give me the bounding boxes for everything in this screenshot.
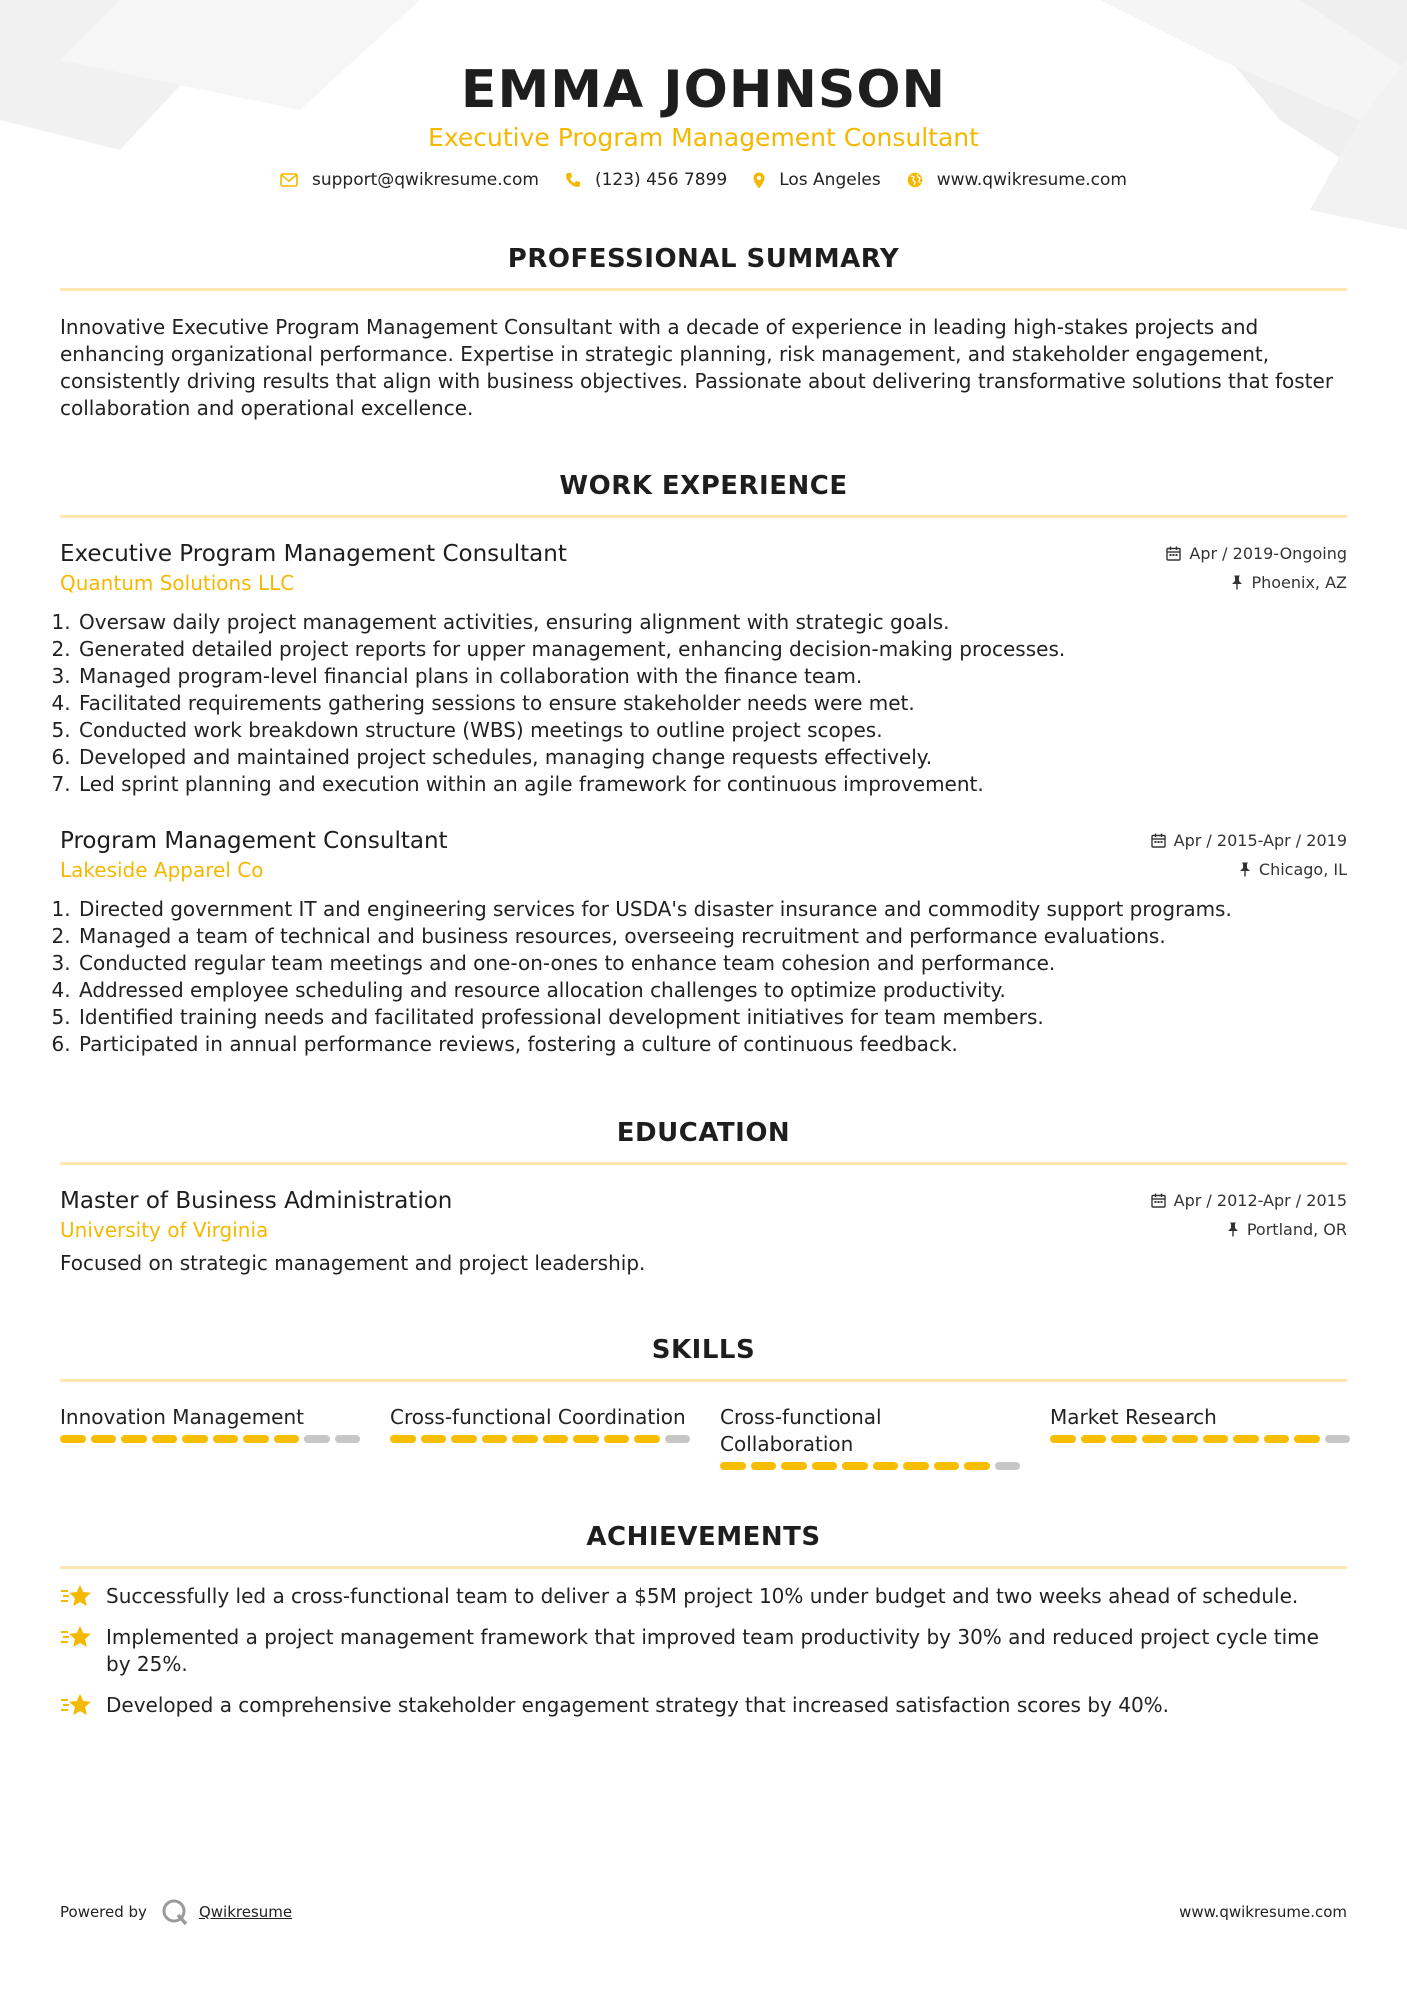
powered-by-link[interactable]: Qwikresume xyxy=(198,1903,293,1921)
section-heading-achievements: ACHIEVEMENTS xyxy=(586,1522,821,1552)
education-dates-text: Apr / 2012-Apr / 2015 xyxy=(1173,1191,1347,1210)
job-location xyxy=(1239,860,1347,879)
skill-level-bar xyxy=(720,1462,1020,1470)
section-divider xyxy=(60,1162,1347,1165)
degree-title: Master of Business Administration xyxy=(60,1188,453,1214)
page-footer xyxy=(60,1898,1347,1926)
skills-section xyxy=(60,1335,1347,1470)
skill-segment-empty xyxy=(335,1435,361,1443)
contact-location-text: Los Angeles xyxy=(779,170,881,190)
skill-segment-empty xyxy=(304,1435,330,1443)
skill-segment-filled xyxy=(274,1435,300,1443)
skill-segment-filled xyxy=(121,1435,147,1443)
job-dates xyxy=(1151,831,1347,850)
list-item: 5. Identified training needs and facilitated professional development initiatives for team members. xyxy=(77,1004,1347,1031)
skill-segment-filled xyxy=(482,1435,508,1443)
section-divider xyxy=(60,288,1347,291)
resume-header xyxy=(60,0,1347,190)
skill-segment-filled xyxy=(573,1435,599,1443)
skill-segment-filled xyxy=(720,1462,746,1470)
contact-email[interactable] xyxy=(280,170,539,190)
education-description: Focused on strategic management and project leadership. xyxy=(60,1251,646,1275)
skill-level-bar xyxy=(60,1435,360,1443)
skill-segment-empty xyxy=(665,1435,691,1443)
skill-segment-filled xyxy=(1203,1435,1229,1443)
education-dates xyxy=(1151,1191,1347,1210)
skill-name: Innovation Management xyxy=(60,1405,304,1429)
skill-segment-filled xyxy=(512,1435,538,1443)
section-heading-skills: SKILLS xyxy=(651,1335,756,1365)
job-title: Executive Program Management Consultant xyxy=(60,541,567,567)
skill-item xyxy=(1050,1404,1350,1470)
pushpin-icon xyxy=(1227,1222,1239,1237)
skill-segment-filled xyxy=(781,1462,807,1470)
candidate-name: EMMA JOHNSON xyxy=(460,60,947,120)
skill-segment-filled xyxy=(543,1435,569,1443)
star-icon xyxy=(60,1692,92,1718)
list-item: 4. Facilitated requirements gathering sessions to ensure stakeholder needs were met. xyxy=(77,690,1347,717)
skill-segment-filled xyxy=(1111,1435,1137,1443)
achievement-item xyxy=(60,1583,1347,1610)
skill-item xyxy=(390,1404,690,1470)
list-item: 2. Generated detailed project reports for upper management, enhancing decision-making processes. xyxy=(77,636,1347,663)
list-item: 1. Oversaw daily project management activities, ensuring alignment with strategic goals. xyxy=(77,609,1347,636)
skill-segment-filled xyxy=(1050,1435,1076,1443)
job-dates xyxy=(1166,544,1347,563)
skill-segment-filled xyxy=(390,1435,416,1443)
skill-segment-filled xyxy=(751,1462,777,1470)
contact-bar xyxy=(60,170,1347,190)
section-heading-experience: WORK EXPERIENCE xyxy=(559,471,848,501)
job-entry xyxy=(60,828,1347,1058)
star-icon xyxy=(60,1583,92,1609)
skill-segment-filled xyxy=(243,1435,269,1443)
map-pin-icon xyxy=(753,172,765,189)
skill-level-bar xyxy=(1050,1435,1350,1443)
skill-segment-filled xyxy=(934,1462,960,1470)
skill-name: Market Research xyxy=(1050,1405,1217,1429)
job-dates-text: Apr / 2019-Ongoing xyxy=(1189,544,1347,563)
skill-segment-filled xyxy=(842,1462,868,1470)
job-entry xyxy=(60,541,1347,798)
section-divider xyxy=(60,1566,1347,1569)
skill-segment-empty xyxy=(995,1462,1021,1470)
school-name: University of Virginia xyxy=(60,1218,269,1242)
pushpin-icon xyxy=(1239,862,1251,877)
powered-by xyxy=(60,1898,292,1926)
list-item: 3. Conducted regular team meetings and one-on-ones to enhance team cohesion and performance. xyxy=(77,950,1347,977)
powered-by-label: Powered by xyxy=(60,1903,147,1921)
skill-item xyxy=(720,1404,1020,1470)
skill-segment-filled xyxy=(903,1462,929,1470)
section-divider xyxy=(60,515,1347,518)
skill-segment-filled xyxy=(1142,1435,1168,1443)
candidate-title: Executive Program Management Consultant xyxy=(428,123,979,152)
company-name: Lakeside Apparel Co xyxy=(60,858,264,882)
star-icon xyxy=(60,1624,92,1650)
list-item: 5. Conducted work breakdown structure (WBS) meetings to outline project scopes. xyxy=(77,717,1347,744)
experience-section xyxy=(60,471,1347,1058)
skill-item xyxy=(60,1404,360,1470)
section-heading-summary: PROFESSIONAL SUMMARY xyxy=(507,244,900,274)
pushpin-icon xyxy=(1231,575,1243,590)
phone-icon xyxy=(565,172,581,188)
skill-segment-filled xyxy=(1264,1435,1290,1443)
skill-segment-filled xyxy=(91,1435,117,1443)
skill-segment-filled xyxy=(451,1435,477,1443)
job-location-text: Phoenix, AZ xyxy=(1251,573,1347,592)
skill-segment-filled xyxy=(634,1435,660,1443)
education-location-text: Portland, OR xyxy=(1246,1220,1347,1239)
skill-segment-filled xyxy=(213,1435,239,1443)
skill-level-bar xyxy=(390,1435,690,1443)
list-item: 1. Directed government IT and engineering services for USDA's disaster insurance and commodity support programs. xyxy=(77,896,1347,923)
qwikresume-logo-icon xyxy=(161,1898,189,1926)
section-heading-education: EDUCATION xyxy=(616,1118,791,1148)
summary-section xyxy=(60,244,1347,422)
education-section xyxy=(60,1118,1347,1277)
achievement-text: Developed a comprehensive stakeholder engagement strategy that increased satisfaction scores by 40%. xyxy=(106,1693,1170,1717)
job-location xyxy=(1231,573,1347,592)
contact-location xyxy=(753,170,881,190)
envelope-icon xyxy=(280,173,298,187)
job-dates-text: Apr / 2015-Apr / 2019 xyxy=(1173,831,1347,850)
company-name: Quantum Solutions LLC xyxy=(60,571,295,595)
skill-segment-filled xyxy=(604,1435,630,1443)
skills-list xyxy=(60,1404,1347,1470)
contact-phone-text: (123) 456 7899 xyxy=(594,170,728,190)
summary-text: Innovative Executive Program Management Consultant with a decade of experience in leading high-stakes projects and enhancing organizational performance. Expertise in strategic planning, risk management, and stakeholder engagement, consistently driving results that align with business objectives. Passionate about delivering transformative solutions that foster collaboration and operational excellence. xyxy=(60,315,1334,420)
achievement-item xyxy=(60,1624,1347,1678)
list-item: 6. Developed and maintained project schedules, managing change requests effectively. xyxy=(77,744,1347,771)
contact-email-text: support@qwikresume.com xyxy=(312,170,539,190)
list-item: 7. Led sprint planning and execution within an agile framework for continuous improvement. xyxy=(77,771,1347,798)
job-bullet-list xyxy=(60,609,1347,798)
contact-website-text: www.qwikresume.com xyxy=(936,170,1127,190)
achievements-section xyxy=(60,1522,1347,1719)
list-item: 4. Addressed employee scheduling and resource allocation challenges to optimize productivity. xyxy=(77,977,1347,1004)
skill-name: Cross-functional Coordination xyxy=(390,1405,686,1429)
skill-segment-filled xyxy=(1233,1435,1259,1443)
contact-website[interactable] xyxy=(907,170,1127,190)
skill-segment-empty xyxy=(1325,1435,1351,1443)
skill-segment-filled xyxy=(152,1435,178,1443)
skill-segment-filled xyxy=(964,1462,990,1470)
list-item: 3. Managed program-level financial plans in collaboration with the finance team. xyxy=(77,663,1347,690)
calendar-icon xyxy=(1151,833,1166,848)
contact-phone[interactable] xyxy=(565,170,727,190)
skill-segment-filled xyxy=(873,1462,899,1470)
calendar-icon xyxy=(1151,1193,1166,1208)
list-item: 6. Participated in annual performance reviews, fostering a culture of continuous feedback. xyxy=(77,1031,1347,1058)
footer-website[interactable]: www.qwikresume.com xyxy=(1179,1903,1347,1921)
job-bullet-list xyxy=(60,896,1347,1058)
achievement-text: Successfully led a cross-functional team to deliver a $5M project 10% under budget and two weeks ahead of schedule. xyxy=(106,1584,1299,1608)
calendar-icon xyxy=(1166,546,1181,561)
skill-segment-filled xyxy=(60,1435,86,1443)
skill-segment-filled xyxy=(1294,1435,1320,1443)
education-location xyxy=(1227,1220,1347,1239)
skill-segment-filled xyxy=(1081,1435,1107,1443)
skill-segment-filled xyxy=(1172,1435,1198,1443)
globe-icon xyxy=(907,172,923,188)
skill-name: Cross-functional Collaboration xyxy=(720,1405,882,1456)
job-title: Program Management Consultant xyxy=(60,828,448,854)
skill-segment-filled xyxy=(182,1435,208,1443)
skill-segment-filled xyxy=(421,1435,447,1443)
list-item: 2. Managed a team of technical and business resources, overseeing recruitment and performance evaluations. xyxy=(77,923,1347,950)
achievement-item xyxy=(60,1692,1347,1719)
achievement-text: Implemented a project management framework that improved team productivity by 30% and reduced project cycle time by 25%. xyxy=(106,1625,1319,1676)
section-divider xyxy=(60,1379,1347,1382)
job-location-text: Chicago, IL xyxy=(1258,860,1347,879)
skill-segment-filled xyxy=(812,1462,838,1470)
education-entry xyxy=(60,1188,1347,1277)
